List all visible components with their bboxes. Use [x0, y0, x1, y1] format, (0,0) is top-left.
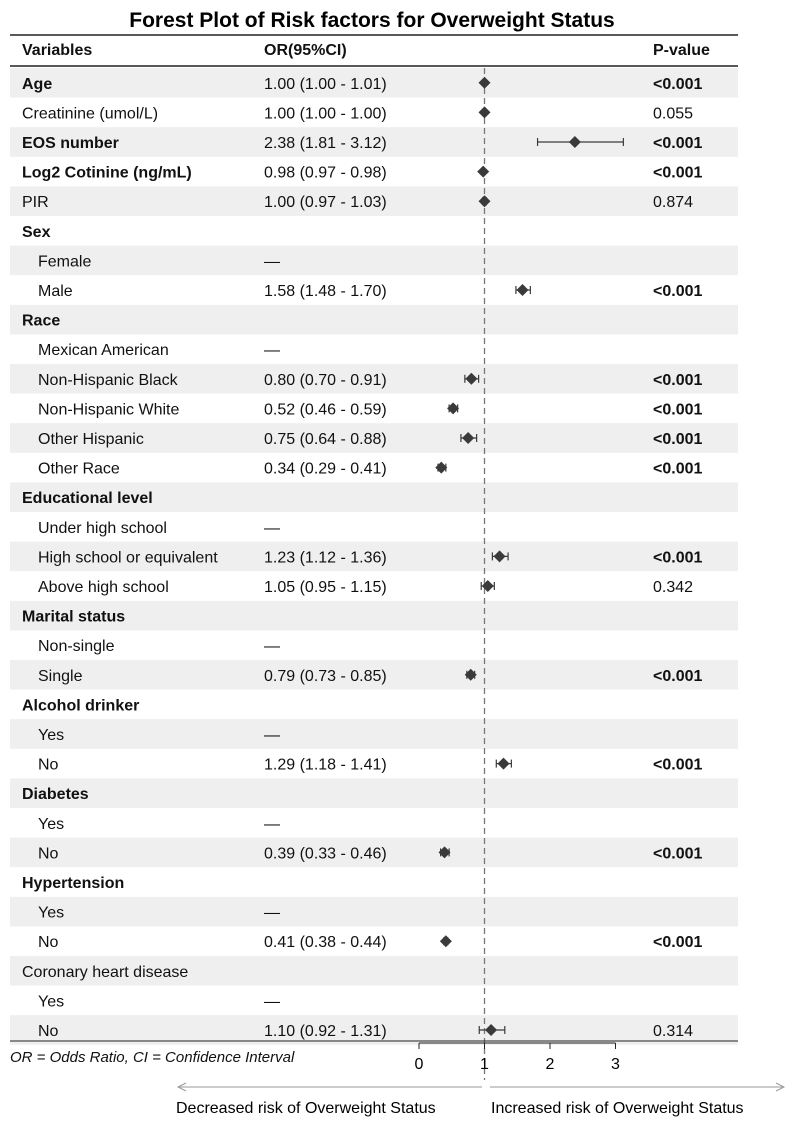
row-p-value: <0.001 — [653, 934, 703, 952]
row-label: Non-Hispanic Black — [38, 371, 178, 389]
table-row — [22, 786, 89, 803]
table-row — [38, 401, 702, 418]
row-p-value: <0.001 — [653, 549, 703, 567]
table-row — [22, 105, 693, 122]
row-label: Hypertension — [22, 875, 125, 892]
table-row — [22, 697, 139, 714]
table-row — [38, 816, 280, 833]
table-row — [38, 461, 702, 478]
row-p-value: <0.001 — [653, 75, 703, 93]
table-row — [38, 342, 280, 359]
row-or-ci: — — [264, 993, 280, 1011]
row-or-ci: 2.38 (1.81 - 3.12) — [264, 135, 387, 152]
table-row — [22, 964, 188, 981]
x-axis-ticks — [415, 1043, 621, 1073]
row-p-value: <0.001 — [653, 460, 703, 478]
row-or-ci: 1.00 (1.00 - 1.00) — [264, 105, 387, 123]
row-p-value: <0.001 — [653, 401, 703, 419]
row-p-value: 0.055 — [653, 105, 694, 123]
header-or: OR(95%CI) — [264, 42, 347, 59]
estimate-point — [435, 462, 447, 474]
row-label: Other Hispanic — [38, 431, 144, 448]
row-label: Creatinine (umol/L) — [22, 105, 159, 123]
table-row — [22, 609, 125, 626]
table-row — [38, 934, 702, 951]
row-label: Educational level — [22, 490, 153, 508]
table-row — [22, 490, 153, 507]
row-label: Log2 Cotinine (ng/mL) — [22, 164, 192, 182]
row-or-ci: — — [264, 815, 280, 833]
row-or-ci: 0.39 (0.33 - 0.46) — [264, 845, 387, 863]
row-shade — [10, 897, 738, 927]
row-or-ci: — — [264, 904, 280, 922]
row-or-ci: 0.75 (0.64 - 0.88) — [264, 431, 387, 448]
row-label: Yes — [38, 815, 65, 833]
row-p-value: <0.001 — [653, 667, 703, 685]
row-p-value: <0.001 — [653, 164, 703, 182]
table-row — [38, 520, 280, 537]
header-variables: Variables — [22, 42, 93, 59]
row-p-value: 0.874 — [653, 194, 694, 212]
row-label: No — [38, 1023, 59, 1040]
row-label: No — [38, 845, 59, 863]
row-or-ci: — — [264, 727, 280, 744]
row-or-ci: — — [264, 342, 280, 360]
row-shade — [10, 719, 738, 749]
row-label: Yes — [38, 904, 65, 922]
table-row — [38, 638, 280, 655]
row-label: Above high school — [38, 579, 169, 596]
row-p-value: <0.001 — [653, 431, 703, 448]
row-label: Female — [38, 253, 92, 271]
row-label: EOS number — [22, 135, 119, 152]
direction-label-increased: Increased risk of Overweight Status — [491, 1100, 744, 1117]
row-label: No — [38, 934, 59, 952]
row-label: Yes — [38, 993, 65, 1011]
footnote: OR = Odds Ratio, CI = Confidence Interval — [10, 1049, 295, 1066]
row-or-ci: 0.34 (0.29 - 0.41) — [264, 460, 387, 478]
row-or-ci: 1.00 (0.97 - 1.03) — [264, 194, 387, 212]
estimate-point — [477, 166, 489, 178]
x-tick-label: 1 — [480, 1056, 489, 1073]
row-or-ci: 0.79 (0.73 - 0.85) — [264, 667, 387, 685]
row-or-ci: 1.58 (1.48 - 1.70) — [264, 283, 387, 300]
row-or-ci: 0.80 (0.70 - 0.91) — [264, 371, 387, 389]
row-p-value: <0.001 — [653, 283, 703, 300]
table-row — [38, 757, 702, 774]
estimate-point — [516, 284, 528, 296]
row-or-ci: 1.23 (1.12 - 1.36) — [264, 549, 387, 567]
table-row — [22, 313, 60, 330]
row-label: Age — [22, 75, 53, 93]
row-label: Male — [38, 283, 73, 300]
row-label: PIR — [22, 194, 49, 212]
row-shade — [10, 778, 738, 808]
row-p-value: <0.001 — [653, 371, 703, 389]
row-p-value: <0.001 — [653, 845, 703, 863]
x-tick-label: 0 — [414, 1056, 424, 1073]
row-or-ci: 0.52 (0.46 - 0.59) — [264, 401, 387, 419]
row-or-ci: 1.00 (1.00 - 1.01) — [264, 75, 387, 93]
table-row — [38, 283, 702, 300]
x-tick-label: 2 — [545, 1056, 555, 1073]
table-row — [22, 165, 702, 182]
row-label: No — [38, 756, 59, 774]
row-shade — [10, 246, 738, 276]
row-label: Sex — [22, 223, 51, 241]
direction-arrows — [178, 1083, 784, 1091]
estimate-point — [440, 935, 452, 947]
row-p-value: <0.001 — [653, 756, 703, 774]
row-label: Yes — [38, 727, 65, 744]
row-shade — [10, 305, 738, 335]
chart-title: Forest Plot of Risk factors for Overweight Status — [129, 9, 615, 32]
table-row — [38, 993, 280, 1010]
row-label: Alcohol drinker — [22, 697, 140, 715]
row-p-value: 0.342 — [653, 579, 694, 596]
row-or-ci: 0.41 (0.38 - 0.44) — [264, 934, 387, 952]
row-or-ci: — — [264, 253, 280, 271]
row-or-ci: 1.10 (0.92 - 1.31) — [264, 1023, 387, 1040]
table-row — [22, 875, 124, 892]
row-or-ci: 0.98 (0.97 - 0.98) — [264, 164, 387, 182]
row-label: Non-Hispanic White — [38, 401, 180, 419]
header-p-value: P-value — [653, 42, 710, 59]
row-label: Non-single — [38, 638, 115, 656]
direction-label-decreased: Decreased risk of Overweight Status — [176, 1100, 436, 1117]
row-or-ci: 1.05 (0.95 - 1.15) — [264, 579, 387, 596]
table-row — [22, 224, 51, 241]
row-p-value: 0.314 — [653, 1023, 694, 1040]
row-label: Coronary heart disease — [22, 963, 189, 981]
x-tick-label: 3 — [611, 1056, 620, 1073]
row-or-ci: 1.29 (1.18 - 1.41) — [264, 756, 387, 774]
row-or-ci: — — [264, 519, 280, 537]
row-label: Diabetes — [22, 786, 89, 804]
row-label: High school or equivalent — [38, 549, 218, 567]
row-label: Race — [22, 312, 61, 330]
table-row — [38, 579, 693, 596]
row-label: Marital status — [22, 608, 126, 626]
estimate-point — [482, 580, 494, 592]
row-or-ci: — — [264, 638, 280, 656]
row-label: Single — [38, 667, 83, 685]
estimate-point — [479, 106, 491, 118]
estimate-point — [497, 758, 509, 770]
estimate-point — [447, 402, 459, 414]
row-label: Other Race — [38, 460, 120, 478]
row-label: Mexican American — [38, 342, 169, 360]
row-p-value: <0.001 — [653, 135, 703, 152]
row-label: Under high school — [38, 519, 167, 537]
